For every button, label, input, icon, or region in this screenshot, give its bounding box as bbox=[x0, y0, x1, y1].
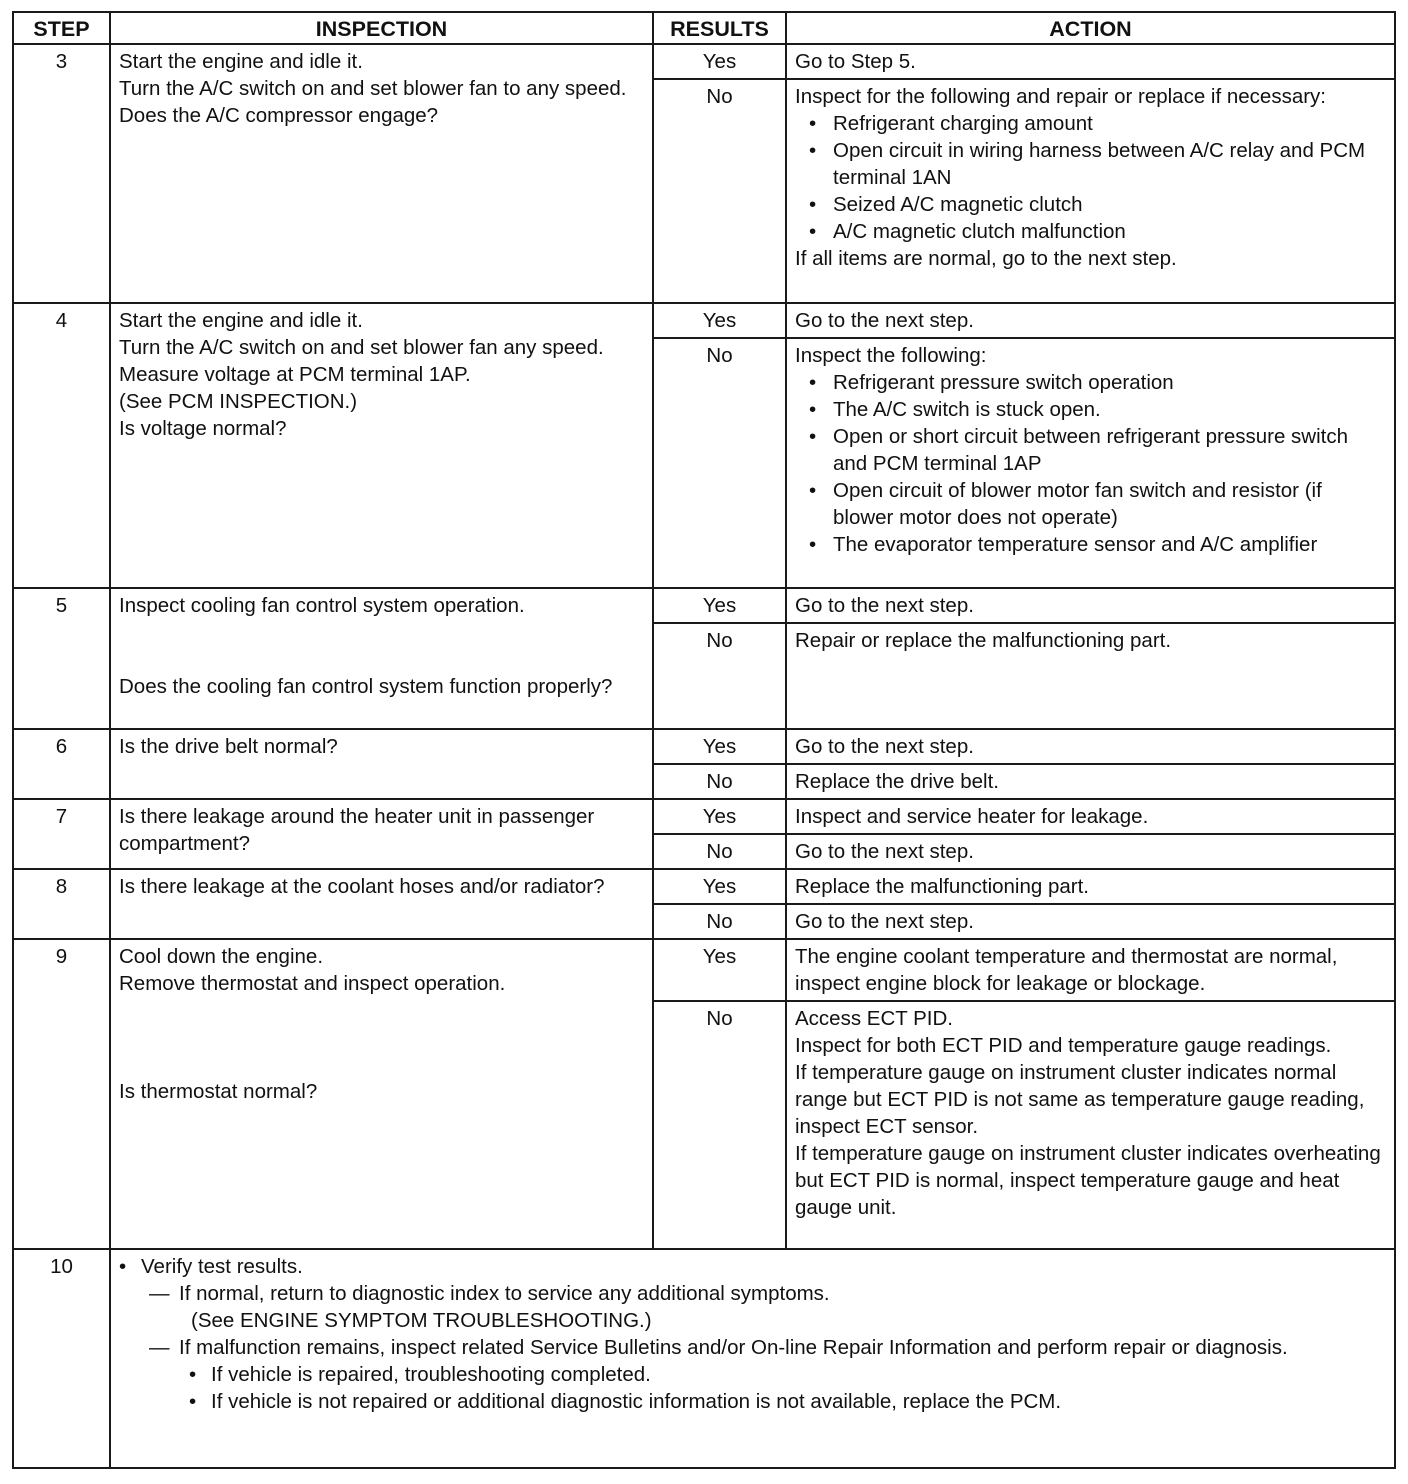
inspection-line: Cool down the engine. bbox=[119, 945, 324, 968]
list-item: • A/C magnetic clutch malfunction bbox=[833, 218, 1386, 245]
normal-branch-text: If normal, return to diagnostic index to service any additional symptoms. bbox=[179, 1282, 830, 1305]
action-no: Replace the drive belt. bbox=[786, 764, 1395, 799]
result-no: No bbox=[653, 79, 786, 303]
action-no bbox=[786, 79, 1395, 303]
step-5-yes-row bbox=[13, 588, 1395, 623]
step-6-yes-row bbox=[13, 729, 1395, 764]
inspection-line: Inspect cooling fan control system operation. bbox=[119, 594, 525, 617]
list-item: • The A/C switch is stuck open. bbox=[833, 396, 1386, 423]
action-yes: Replace the malfunctioning part. bbox=[786, 869, 1395, 904]
action-yes: The engine coolant temperature and thermostat are normal, inspect engine block for leakage or blockage. bbox=[786, 939, 1395, 1001]
result-yes: Yes bbox=[653, 303, 786, 338]
action-line: Access ECT PID. bbox=[795, 1007, 953, 1030]
step-9-inspection bbox=[110, 939, 653, 1249]
step-number: 3 bbox=[13, 44, 110, 303]
result-yes: Yes bbox=[653, 869, 786, 904]
inspection-question: Does the cooling fan control system function properly? bbox=[119, 675, 613, 698]
result-yes: Yes bbox=[653, 799, 786, 834]
step-7-yes-row bbox=[13, 799, 1395, 834]
list-item: • Open circuit in wiring harness between A/C relay and PCM terminal 1AN bbox=[833, 137, 1386, 191]
list-item: • The evaporator temperature sensor and A/C amplifier bbox=[833, 531, 1386, 558]
result-no: No bbox=[653, 904, 786, 939]
step-9-yes-row bbox=[13, 939, 1395, 1001]
dash-icon: — bbox=[149, 1282, 170, 1305]
step-8-yes-row bbox=[13, 869, 1395, 904]
action-line: If temperature gauge on instrument cluster indicates normal range but ECT PID is not same as temperature gauge reading, inspect ECT sensor. bbox=[795, 1061, 1365, 1138]
inspection-line: Turn the A/C switch on and set blower fan to any speed. bbox=[119, 77, 627, 100]
action-no: Go to the next step. bbox=[786, 834, 1395, 869]
step-number: 7 bbox=[13, 799, 110, 869]
result-yes: Yes bbox=[653, 588, 786, 623]
step-3-inspection bbox=[110, 44, 653, 303]
verify-line: • Verify test results. bbox=[111, 1253, 1386, 1280]
action-yes: Inspect and service heater for leakage. bbox=[786, 799, 1395, 834]
header-action: ACTION bbox=[786, 12, 1395, 44]
result-no: No bbox=[653, 623, 786, 729]
diagnostic-table bbox=[12, 11, 1396, 1469]
step-10-content bbox=[110, 1249, 1395, 1468]
inspection-line: Is voltage normal? bbox=[119, 417, 287, 440]
header-row bbox=[13, 12, 1395, 44]
step-4-inspection bbox=[110, 303, 653, 588]
step-number: 6 bbox=[13, 729, 110, 799]
result-yes: Yes bbox=[653, 729, 786, 764]
result-no: No bbox=[653, 338, 786, 588]
action-no bbox=[786, 1001, 1395, 1249]
inspection-line: Turn the A/C switch on and set blower fan any speed. bbox=[119, 336, 604, 359]
inspection-line: (See PCM INSPECTION.) bbox=[119, 390, 358, 413]
step-number: 4 bbox=[13, 303, 110, 588]
header-inspection: INSPECTION bbox=[110, 12, 653, 44]
header-step: STEP bbox=[13, 12, 110, 44]
step-8-inspection: Is there leakage at the coolant hoses and/or radiator? bbox=[110, 869, 653, 939]
action-list bbox=[795, 110, 1386, 245]
result-yes: Yes bbox=[653, 44, 786, 79]
inspection-line: Does the A/C compressor engage? bbox=[119, 104, 439, 127]
result-no: No bbox=[653, 1001, 786, 1249]
inspection-line: Start the engine and idle it. bbox=[119, 50, 363, 73]
header-results: RESULTS bbox=[653, 12, 786, 44]
list-item: • Refrigerant charging amount bbox=[833, 110, 1386, 137]
list-item: • Open or short circuit between refrigerant pressure switch and PCM terminal 1AP bbox=[833, 423, 1386, 477]
list-item: • Open circuit of blower motor fan switch and resistor (if blower motor does not operate) bbox=[833, 477, 1386, 531]
symptom-reference: (See ENGINE SYMPTOM TROUBLESHOOTING.) bbox=[191, 1309, 652, 1332]
action-no: Go to the next step. bbox=[786, 904, 1395, 939]
action-no bbox=[786, 338, 1395, 588]
step-7-inspection: Is there leakage around the heater unit in passenger compartment? bbox=[110, 799, 653, 869]
inspection-line: Remove thermostat and inspect operation. bbox=[119, 972, 506, 995]
repaired-item: • If vehicle is repaired, troubleshooting completed. bbox=[111, 1361, 1386, 1388]
result-yes: Yes bbox=[653, 939, 786, 1001]
inspection-line: Start the engine and idle it. bbox=[119, 309, 363, 332]
step-10-row bbox=[13, 1249, 1395, 1468]
action-no: Repair or replace the malfunctioning part. bbox=[786, 623, 1395, 729]
dash-icon: — bbox=[149, 1336, 170, 1359]
action-intro: Inspect the following: bbox=[795, 344, 987, 367]
malfunction-branch-text: If malfunction remains, inspect related Service Bulletins and/or On-line Repair Information and perform repair or diagnosis. bbox=[179, 1336, 1288, 1359]
step-5-inspection bbox=[110, 588, 653, 729]
action-line: Inspect for both ECT PID and temperature gauge readings. bbox=[795, 1034, 1332, 1057]
action-intro: Inspect for the following and repair or replace if necessary: bbox=[795, 85, 1326, 108]
action-yes: Go to the next step. bbox=[786, 588, 1395, 623]
malfunction-branch bbox=[111, 1334, 1386, 1361]
inspection-line: Measure voltage at PCM terminal 1AP. bbox=[119, 363, 471, 386]
list-item: • Seized A/C magnetic clutch bbox=[833, 191, 1386, 218]
step-6-inspection: Is the drive belt normal? bbox=[110, 729, 653, 799]
action-yes: Go to Step 5. bbox=[786, 44, 1395, 79]
step-number: 8 bbox=[13, 869, 110, 939]
result-no: No bbox=[653, 834, 786, 869]
spacer bbox=[119, 619, 644, 673]
action-list bbox=[795, 369, 1386, 558]
step-4-yes-row bbox=[13, 303, 1395, 338]
step-number: 9 bbox=[13, 939, 110, 1249]
action-line: If temperature gauge on instrument cluster indicates overheating but ECT PID is normal, inspect temperature gauge and heat gauge unit. bbox=[795, 1142, 1381, 1219]
step-number: 5 bbox=[13, 588, 110, 729]
normal-branch bbox=[111, 1280, 1386, 1307]
list-item: • Refrigerant pressure switch operation bbox=[833, 369, 1386, 396]
not-repaired-item: • If vehicle is not repaired or additional diagnostic information is not available, replace the PCM. bbox=[111, 1388, 1386, 1415]
step-3-yes-row bbox=[13, 44, 1395, 79]
action-outro: If all items are normal, go to the next step. bbox=[795, 247, 1177, 270]
inspection-question: Is thermostat normal? bbox=[119, 1080, 318, 1103]
result-no: No bbox=[653, 764, 786, 799]
action-yes: Go to the next step. bbox=[786, 303, 1395, 338]
spacer bbox=[119, 997, 644, 1078]
action-yes: Go to the next step. bbox=[786, 729, 1395, 764]
step-number: 10 bbox=[13, 1249, 110, 1468]
